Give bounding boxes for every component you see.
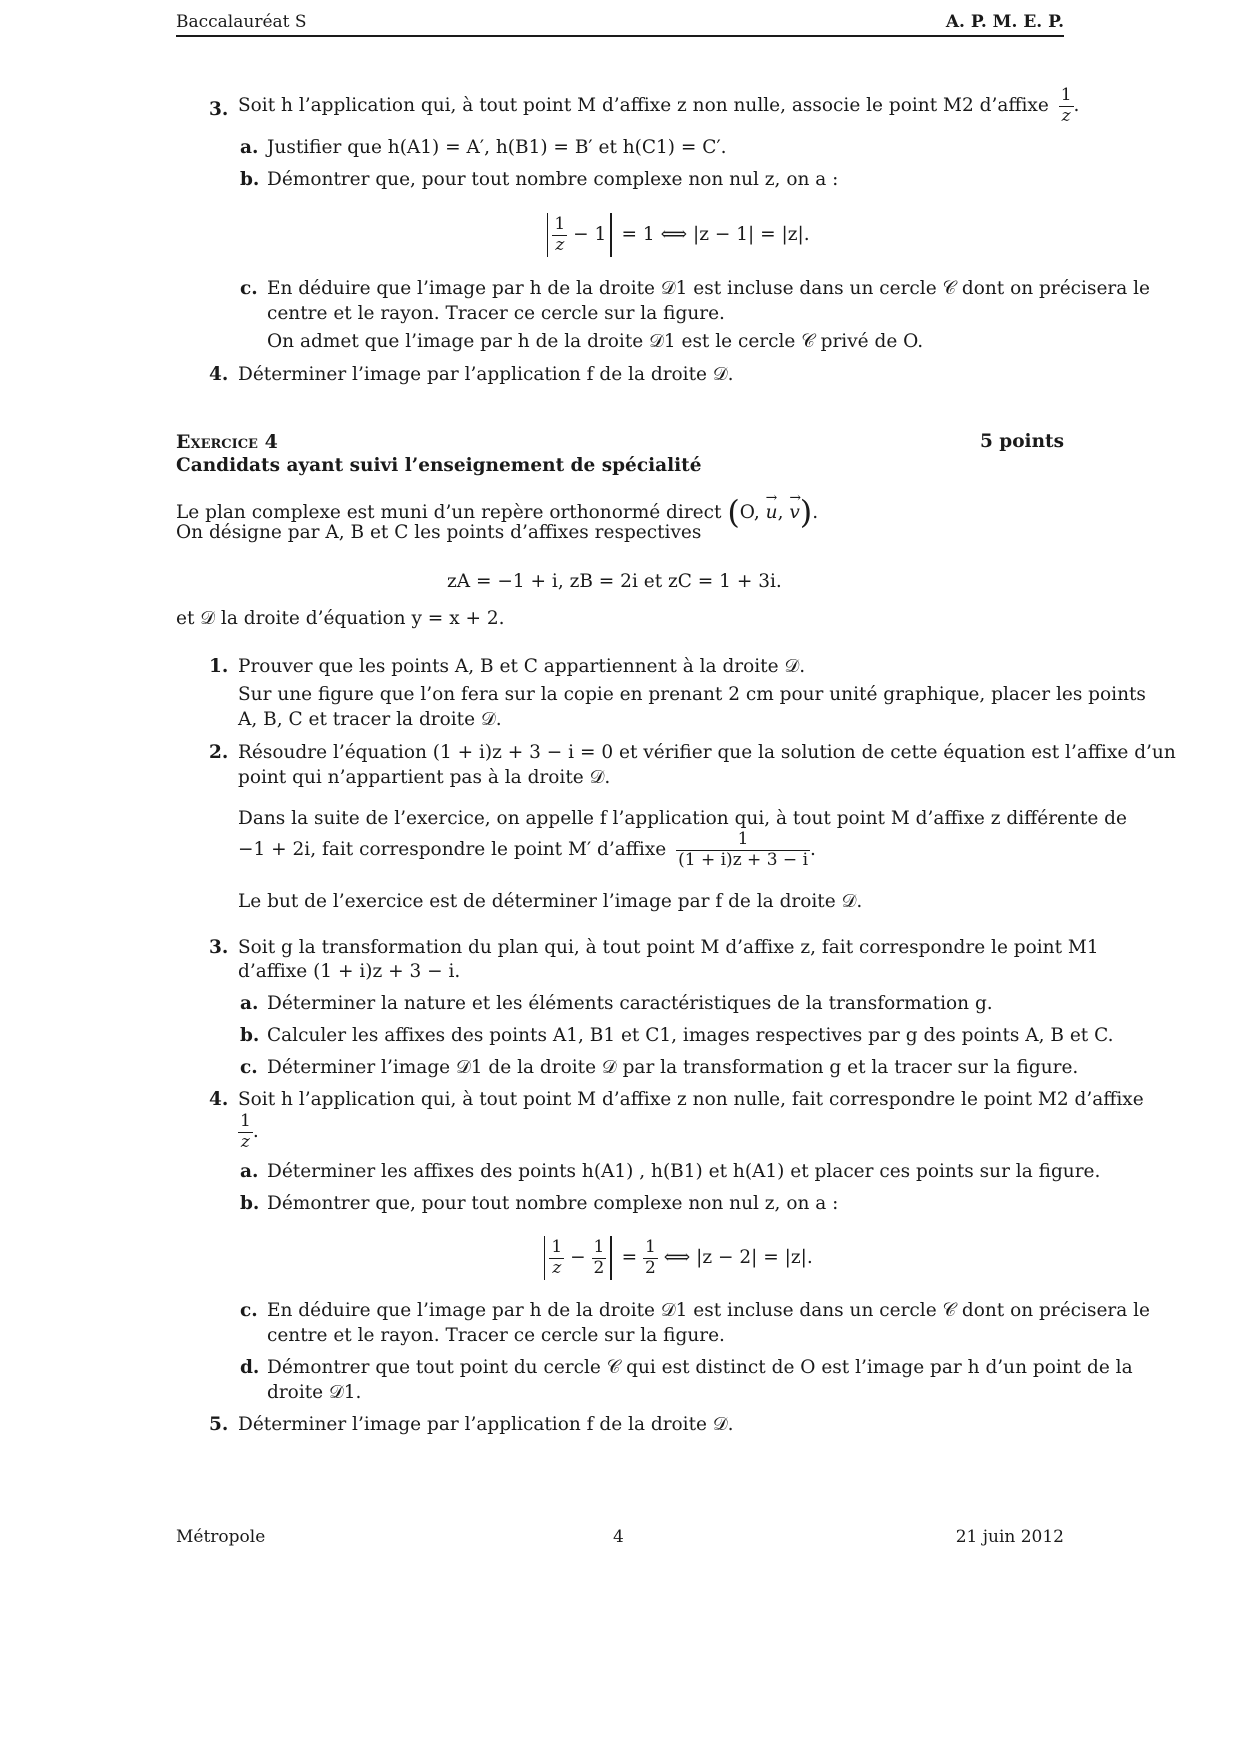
e4-q4-frac-den: z	[240, 1131, 250, 1152]
e4-q3-line2: d’affixe (1 + i)z + 3 − i.	[238, 961, 461, 982]
e4-q4-line1: Soit h l’application qui, à tout point M d’affixe z non nulle, fait correspondre le point M2 d’affixe	[238, 1089, 1144, 1110]
e4-q4d-line1: Démontrer que tout point du cercle 𝒞 qui est distinct de O est l’image par h d’un point de la	[267, 1357, 1133, 1378]
e4-q1-line1: Prouver que les points A, B et C appartiennent à la droite 𝒟.	[238, 656, 806, 677]
abs-bar-right-2	[610, 1236, 611, 1280]
e4-q3b-text: Calculer les affixes des points A1, B1 et C1, images respectives par g des points A, B et C.	[267, 1025, 1114, 1046]
q3-eq-den: z	[555, 234, 565, 255]
q3c-line3: On admet que l’image par h de la droite 𝒟1 est le cercle 𝒞 privé de O.	[267, 331, 924, 352]
eq-frac-1-den: z	[552, 1257, 562, 1278]
q3c-label: c.	[240, 278, 258, 299]
para1-frac-num: 1	[676, 830, 810, 851]
abs-bar-right	[610, 213, 611, 257]
q3c-line2: centre et le rayon. Tracer ce cercle sur la figure.	[267, 303, 725, 324]
vector-v: → v	[789, 504, 799, 523]
intro-line2: On désigne par A, B et C les points d’affixes respectives	[176, 522, 702, 543]
q3-number: 3.	[209, 99, 229, 120]
e4-q4c-label: c.	[240, 1300, 258, 1321]
e4-q3-line1: Soit g la transformation du plan qui, à tout point M d’affixe z, fait correspondre le point M1	[238, 937, 1099, 958]
abs-bar-left	[547, 213, 548, 257]
header-left: Baccalauréat S	[176, 12, 307, 32]
q3b-text: Démontrer que, pour tout nombre complexe non nul z, on a :	[267, 169, 839, 190]
exercise-points: 5 points	[979, 431, 1064, 452]
affixes-line: zA = −1 + i, zB = 2i et zC = 1 + 3i.	[447, 571, 782, 592]
e4-q4-frac-num: 1	[240, 1111, 251, 1131]
e4-q4a-label: a.	[240, 1161, 259, 1182]
header-rule	[176, 35, 1064, 37]
para1-frac-den: (1 + i)z + 3 − i	[678, 849, 809, 870]
q3-frac-den: z	[1061, 105, 1071, 126]
e4-q4-fraction	[238, 1112, 253, 1152]
eq-equal: =	[621, 1247, 638, 1268]
e4-q3-number: 3.	[209, 937, 229, 958]
q3a-label: a.	[240, 137, 259, 158]
para1-line2-wrap	[238, 830, 816, 870]
e4-q5-number: 5.	[209, 1414, 229, 1435]
eq-frac-3	[643, 1238, 658, 1278]
footer-left: Métropole	[176, 1527, 266, 1547]
q3-end: .	[1073, 95, 1080, 117]
exercise-subtitle: Candidats ayant suivi l’enseignement de spécialité	[176, 455, 702, 476]
q3-text: Soit h l’application qui, à tout point M d’affixe z non nulle, associe le point M2 d’affixe	[238, 95, 1049, 117]
e4-q2-line1: Résoudre l’équation (1 + i)z + 3 − i = 0 et vérifier que la solution de cette équation est l’affixe d’un	[238, 742, 1176, 763]
e4-q1-line2: Sur une figure que l’on fera sur la copie en prenant 2 cm pour unité graphique, placer les points	[238, 684, 1146, 705]
intro1-text: Le plan complexe est muni d’un repère orthonormé direct	[176, 502, 722, 523]
q3-eq-right: = 1 ⟺ |z − 1| = |z|.	[621, 224, 810, 245]
para1-fraction	[676, 830, 810, 870]
e4-q3a-text: Déterminer la nature et les éléments caractéristiques de la transformation g.	[267, 993, 993, 1014]
eq-frac-1	[549, 1238, 564, 1278]
q3-eq-num: 1	[554, 213, 566, 234]
q3b-label: b.	[240, 169, 260, 190]
exercise-title: Exercice 4	[176, 431, 278, 453]
q3-eq-mid: − 1	[573, 224, 607, 245]
e4-q3b-label: b.	[240, 1025, 260, 1046]
e4-q4-number: 4.	[209, 1089, 229, 1110]
e4-q4b-label: b.	[240, 1193, 260, 1214]
e4-q2-line2: point qui n’appartient pas à la droite 𝒟.	[238, 767, 611, 788]
e4-q4-frac-wrap	[238, 1112, 259, 1152]
e4-q1-number: 1.	[209, 656, 229, 677]
repere-origin: O,	[739, 502, 760, 523]
eq-right: ⟺ |z − 2| = |z|.	[663, 1247, 813, 1268]
header-right: A. P. M. E. P.	[945, 12, 1064, 32]
q4-text: Déterminer l’image par l’application f de la droite 𝒟.	[238, 364, 734, 385]
e4-q4-end: .	[252, 1121, 259, 1143]
repere-open-paren: (	[727, 493, 740, 531]
intro-line3: et 𝒟 la droite d’équation y = x + 2.	[176, 608, 505, 629]
e4-q2-number: 2.	[209, 742, 229, 763]
e4-q4c-line1: En déduire que l’image par h de la droite 𝒟1 est incluse dans un cercle 𝒞 dont on précisera le	[267, 1300, 1151, 1321]
q3-frac-num: 1	[1060, 85, 1072, 105]
repere-close-paren: )	[799, 493, 813, 531]
e4-q4d-label: d.	[240, 1357, 260, 1378]
e4-q3a-label: a.	[240, 993, 259, 1014]
para1-line1: Dans la suite de l’exercice, on appelle f l’application qui, à tout point M d’affixe z différente de	[238, 808, 1127, 829]
e4-q4b-text: Démontrer que, pour tout nombre complexe non nul z, on a :	[267, 1193, 839, 1214]
para2: Le but de l’exercice est de déterminer l’image par f de la droite 𝒟.	[238, 891, 863, 912]
q3a-text: Justifier que h(A1) = A′, h(B1) = B′ et h(C1) = C′.	[267, 137, 727, 158]
e4-q5-text: Déterminer l’image par l’application f de la droite 𝒟.	[238, 1414, 734, 1435]
q3-fraction	[1059, 86, 1074, 126]
eq-frac-3-den: 2	[645, 1257, 656, 1278]
eq-frac-2-den: 2	[593, 1257, 605, 1278]
e4-q4d-line2: droite 𝒟1.	[267, 1382, 362, 1403]
e4-q4c-line2: centre et le rayon. Tracer ce cercle sur la figure.	[267, 1325, 725, 1346]
e4-q3c-text: Déterminer l’image 𝒟1 de la droite 𝒟 par la transformation g et la tracer sur la figure.	[267, 1057, 1079, 1078]
q3-equation	[543, 213, 810, 257]
e4-q3c-label: c.	[240, 1057, 258, 1078]
page-number: 4	[613, 1527, 624, 1547]
footer-right: 21 juin 2012	[955, 1527, 1064, 1547]
q3c-line1: En déduire que l’image par h de la droite 𝒟1 est incluse dans un cercle 𝒞 dont on précisera le	[267, 278, 1151, 299]
eq-frac-2	[592, 1238, 607, 1278]
eq-frac-2-num: 1	[593, 1236, 605, 1257]
q3-text-line	[238, 86, 1079, 126]
e4-q1-line3: A, B, C et tracer la droite 𝒟.	[238, 709, 502, 730]
para1-line2: −1 + 2i, fait correspondre le point M′ d’affixe	[238, 839, 667, 861]
vector-u: → u	[766, 504, 778, 523]
e4-q4-equation	[540, 1236, 813, 1280]
eq-minus: −	[570, 1247, 586, 1268]
e4-q4a-text: Déterminer les affixes des points h(A1) , h(B1) et h(A1) et placer ces points sur la figure.	[267, 1161, 1101, 1182]
q4-number: 4.	[209, 364, 229, 385]
intro-line1: Le plan complexe est muni d’un repère orthonormé direct (O, → u, → v).	[176, 496, 818, 528]
eq-frac-3-num: 1	[645, 1236, 656, 1257]
para1-end: .	[810, 839, 816, 861]
q3-eq-fraction	[552, 215, 567, 255]
abs-bar-left-2	[544, 1236, 545, 1280]
eq-frac-1-num: 1	[551, 1236, 563, 1257]
